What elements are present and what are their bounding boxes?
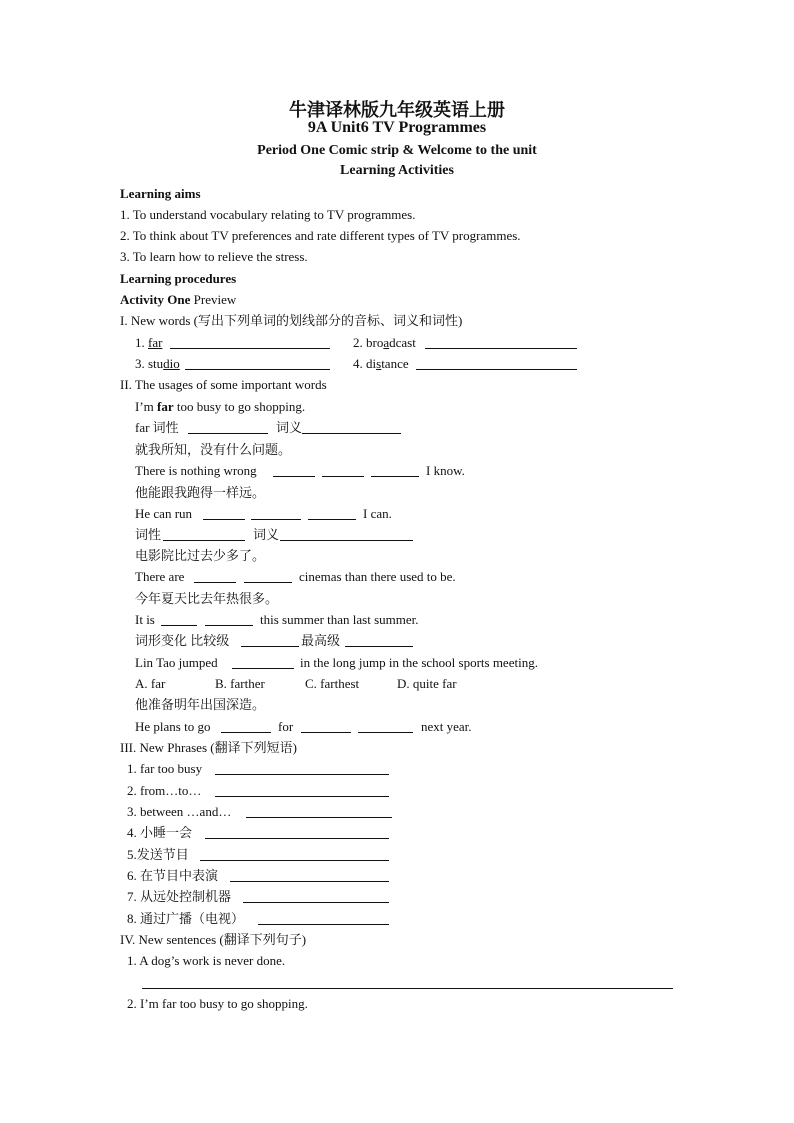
answer-blank[interactable] (416, 358, 577, 370)
aim-item: 1. To understand vocabulary relating to TV programmes. (120, 207, 416, 222)
answer-blank[interactable] (371, 465, 419, 477)
answer-blank[interactable] (241, 635, 299, 647)
english-sentence-end: this summer than last summer. (260, 612, 419, 627)
word-forms-label: 词形变化 比较级 (135, 633, 230, 648)
activity-heading (120, 292, 236, 308)
answer-blank[interactable] (185, 358, 330, 370)
english-sentence-mid: for (278, 719, 294, 734)
sentence-item: 2. I’m far too busy to go shopping. (127, 996, 308, 1011)
activity-title: Preview (190, 292, 237, 307)
phrase-item: 1. far too busy (127, 761, 203, 776)
answer-blank[interactable] (188, 422, 268, 434)
word-underlined: s (376, 356, 382, 371)
superlative-label: 最高级 (301, 633, 341, 648)
pos-label: 词性 (135, 527, 162, 542)
chinese-sentence: 他准备明年出国深造。 (135, 697, 266, 712)
answer-blank[interactable] (358, 721, 413, 733)
english-sentence: Lin Tao jumped (135, 655, 218, 670)
sentence-item: 1. A dog’s work is never done. (127, 953, 286, 968)
phrase-item: 6. 在节目中表演 (127, 868, 219, 883)
answer-blank[interactable] (215, 785, 389, 797)
answer-blank[interactable] (302, 422, 401, 434)
answer-blank[interactable] (280, 529, 413, 541)
word-part: 2. bro (353, 335, 384, 350)
document-title: 牛津译林版九年级英语上册 (289, 100, 505, 121)
answer-blank[interactable] (258, 913, 389, 925)
chinese-sentence: 今年夏天比去年热很多。 (135, 591, 279, 606)
english-sentence-end: I know. (426, 463, 465, 478)
answer-blank[interactable] (205, 614, 253, 626)
answer-blank[interactable] (230, 870, 389, 882)
unit-title: 9A Unit6 TV Programmes (307, 119, 487, 136)
far-pos-label: far 词性 (135, 420, 179, 435)
word-underlined: a (383, 335, 390, 350)
subtitle: Learning Activities (340, 163, 454, 178)
answer-blank[interactable] (273, 465, 315, 477)
aims-heading: Learning aims (120, 186, 201, 201)
word-underlined: dio (163, 356, 180, 371)
section-sentences-heading: IV. New sentences (翻译下列句子) (120, 932, 307, 947)
procedures-heading: Learning procedures (120, 271, 237, 286)
answer-blank[interactable] (301, 721, 351, 733)
aim-item: 2. To think about TV preferences and rate different types of TV programmes. (120, 228, 521, 243)
answer-blank[interactable] (246, 806, 392, 818)
english-sentence: He plans to go (135, 719, 211, 734)
option-a[interactable]: A. far (135, 676, 166, 691)
period-title: Period One Comic strip & Welcome to the unit (257, 143, 537, 158)
option-c[interactable]: C. farthest (305, 676, 360, 691)
activity-label: Activity One (120, 292, 191, 307)
word-item-distance (353, 356, 409, 372)
section-phrases-heading: III. New Phrases (翻译下列短语) (120, 740, 297, 755)
english-sentence-end: next year. (421, 719, 472, 734)
meaning-label: 词义 (253, 527, 280, 542)
answer-blank[interactable] (322, 465, 364, 477)
english-sentence: There are (135, 569, 185, 584)
answer-blank[interactable] (170, 337, 330, 349)
meaning-label: 词义 (276, 420, 303, 435)
english-sentence: There is nothing wrong (135, 463, 257, 478)
english-sentence-end: I can. (363, 506, 392, 521)
answer-blank[interactable] (308, 508, 356, 520)
phrase-item: 5.发送节目 (127, 847, 189, 862)
phrase-item: 2. from…to… (127, 783, 202, 798)
answer-blank[interactable] (243, 891, 389, 903)
answer-blank[interactable] (161, 614, 197, 626)
word-item-broadcast (353, 335, 416, 351)
phrase-item: 4. 小睡一会 (127, 825, 193, 840)
answer-blank[interactable] (244, 571, 292, 583)
word-part: tance (381, 356, 409, 371)
chinese-sentence: 就我所知，没有什么问题。 (135, 442, 292, 457)
word-item-far (135, 335, 162, 351)
aim-item: 3. To learn how to relieve the stress. (120, 249, 308, 264)
answer-blank[interactable] (215, 763, 389, 775)
section-new-words-heading: I. New words (写出下列单词的划线部分的音标、词义和词性) (120, 313, 463, 328)
phrase-item: 7. 从远处控制机器 (127, 889, 232, 904)
key-word: far (157, 399, 174, 414)
answer-blank[interactable] (425, 337, 577, 349)
word-underlined: far (148, 335, 163, 350)
section-usages-heading: II. The usages of some important words (120, 377, 327, 392)
word-item-studio (135, 356, 180, 372)
phrase-item: 3. between …and… (127, 804, 232, 819)
english-sentence: He can run (135, 506, 193, 521)
example-sentence (135, 399, 305, 415)
option-b[interactable]: B. farther (215, 676, 265, 691)
sentence-part: too busy to go shopping. (173, 399, 306, 414)
option-d[interactable]: D. quite far (397, 676, 457, 691)
english-sentence: It is (135, 612, 155, 627)
word-part: dcast (389, 335, 416, 350)
word-part: 3. stu (135, 356, 164, 371)
answer-line[interactable] (142, 988, 673, 989)
chinese-sentence: 他能跟我跑得一样远。 (135, 485, 266, 500)
sentence-part: I’m (135, 399, 158, 414)
answer-blank[interactable] (163, 529, 245, 541)
answer-blank[interactable] (205, 827, 389, 839)
answer-blank[interactable] (200, 849, 389, 861)
answer-blank[interactable] (345, 635, 413, 647)
english-sentence-end: cinemas than there used to be. (299, 569, 456, 584)
word-part: 4. di (353, 356, 377, 371)
answer-blank[interactable] (221, 721, 271, 733)
answer-blank[interactable] (251, 508, 301, 520)
answer-blank[interactable] (194, 571, 236, 583)
chinese-sentence: 电影院比过去少多了。 (135, 548, 266, 563)
word-number: 1. (135, 335, 148, 350)
phrase-item: 8. 通过广播（电视） (127, 911, 245, 926)
answer-blank[interactable] (232, 657, 294, 669)
answer-blank[interactable] (203, 508, 245, 520)
english-sentence-end: in the long jump in the school sports meeting. (300, 655, 538, 670)
